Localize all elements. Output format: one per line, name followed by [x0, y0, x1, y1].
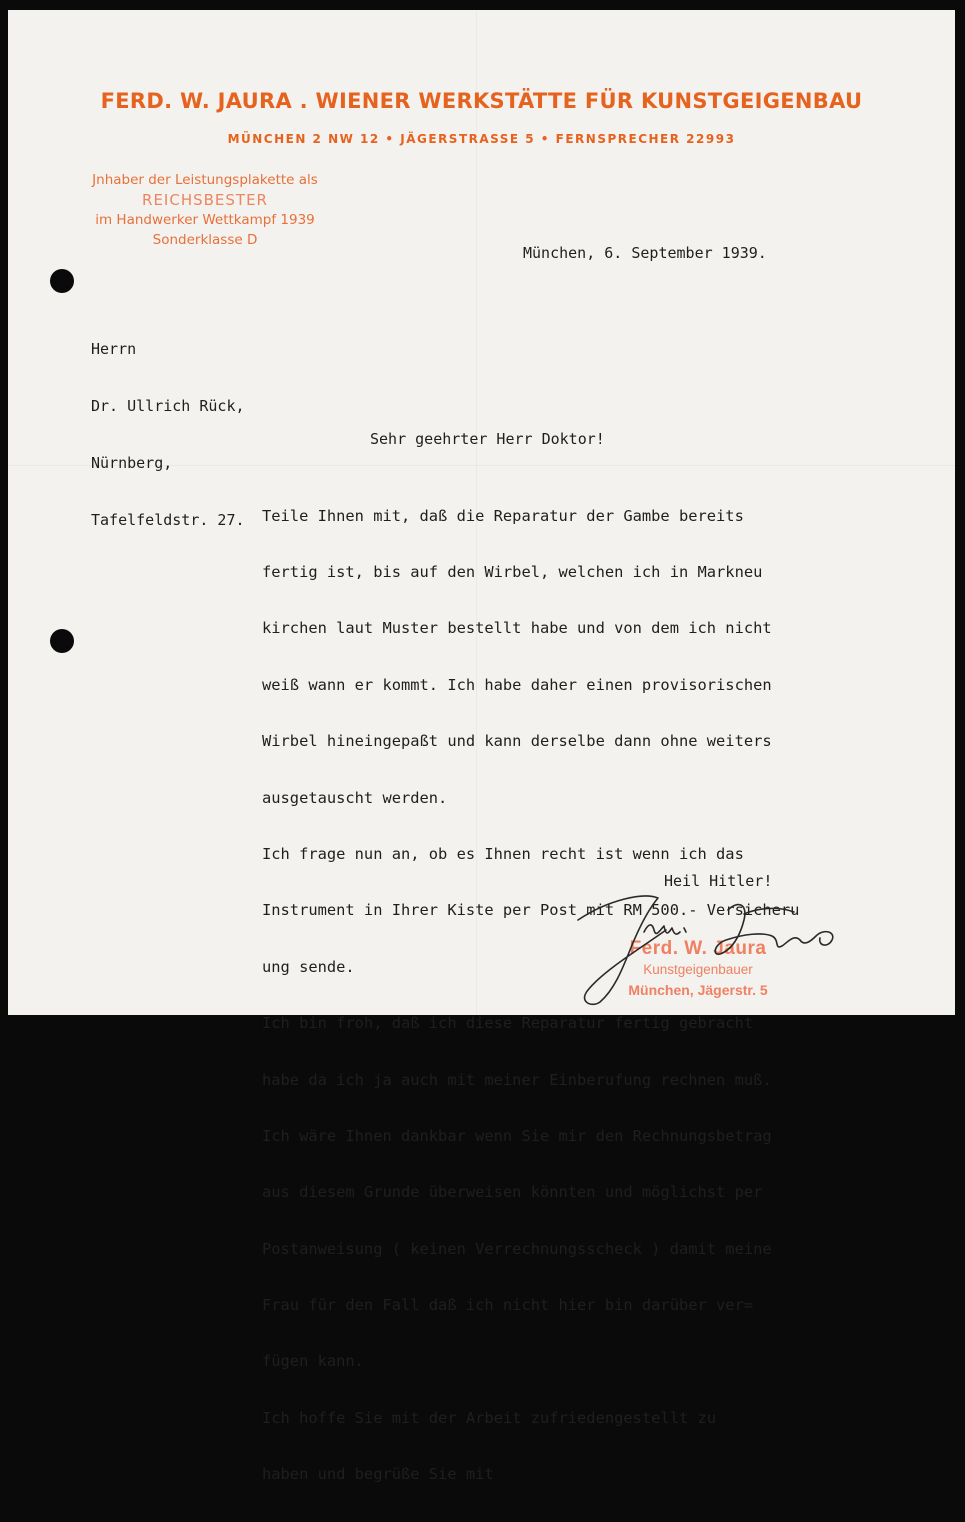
recipient-line: Dr. Ullrich Rück, — [91, 397, 245, 415]
body-line: kirchen laut Muster bestellt habe und von dem ich nicht — [262, 619, 772, 638]
stamp-trade: Kunstgeigenbauer — [643, 962, 753, 977]
letterhead-address: MÜNCHEN 2 NW 12 • JÄGERSTRASSE 5 • FERNSPRECHER 22993 — [227, 132, 736, 146]
award-line: Sonderklasse D — [152, 232, 258, 248]
letter-page — [8, 10, 955, 1484]
body-line: Frau für den Fall daß ich nicht hier bin darüber ver= — [262, 1296, 754, 1315]
award-line: Jnhaber der Leistungsplakette als — [92, 172, 318, 188]
body-line: Ich frage nun an, ob es Ihnen recht ist wenn ich das — [262, 844, 744, 863]
punch-hole — [50, 629, 74, 653]
closing-line: Heil Hitler! — [664, 872, 773, 890]
body-line: Teile Ihnen mit, daß die Reparatur der Gambe bereits — [262, 506, 744, 525]
handwritten-signature — [548, 870, 848, 1010]
award-stamp — [60, 170, 350, 250]
body-line: Instrument in Ihrer Kiste per Post mit RM 500.- Versicheru — [262, 901, 800, 920]
salutation: Sehr geehrter Herr Doktor! — [370, 430, 605, 448]
body-line: Ich bin froh, daß ich diese Reparatur fertig gebracht — [262, 1014, 754, 1033]
body-line: fertig ist, bis auf den Wirbel, welchen ich in Markneu — [262, 562, 763, 581]
body-line: ausgetauscht werden. — [262, 788, 448, 807]
award-line: im Handwerker Wettkampf 1939 — [95, 212, 315, 228]
punch-hole — [50, 269, 74, 293]
recipient-line: Tafelfeldstr. 27. — [91, 511, 245, 529]
recipient-line: Nürnberg, — [91, 454, 173, 472]
body-line: ung sende. — [262, 957, 355, 976]
body-line: Ich wäre Ihnen dankbar wenn Sie mir den Rechnungsbetrag — [262, 1126, 772, 1145]
body-line: aus diesem Grunde überweisen könnten und möglichst per — [262, 1183, 763, 1202]
award-title: REICHSBESTER — [142, 191, 268, 209]
body-line: Wirbel hineingepaßt und kann derselbe dann ohne weiters — [262, 732, 772, 751]
body-line: Postanweisung ( keinen Verrechnungsscheck ) damit meine — [262, 1239, 772, 1258]
body-line: weiß wann er kommt. Ich habe daher einen provisorischen — [262, 675, 772, 694]
stamp-address: München, Jägerstr. 5 — [628, 982, 768, 998]
stamp-name: Ferd. W. Jaura — [629, 938, 767, 959]
body-line: fügen kann. — [262, 1352, 364, 1371]
letter-date: München, 6. September 1939. — [523, 244, 767, 262]
body-line: Ich hoffe Sie mit der Arbeit zufriedengestellt zu — [262, 1408, 717, 1427]
body-line: haben und begrüße Sie mit — [262, 1465, 494, 1484]
recipient-line: Herrn — [91, 340, 137, 358]
letterhead-title: FERD. W. JAURA . WIENER WERKSTÄTTE FÜR KUNSTGEIGENBAU — [100, 89, 863, 113]
recipient-address — [91, 302, 245, 568]
body-line: habe da ich ja auch mit meiner Einberufung rechnen muß. — [262, 1070, 772, 1089]
